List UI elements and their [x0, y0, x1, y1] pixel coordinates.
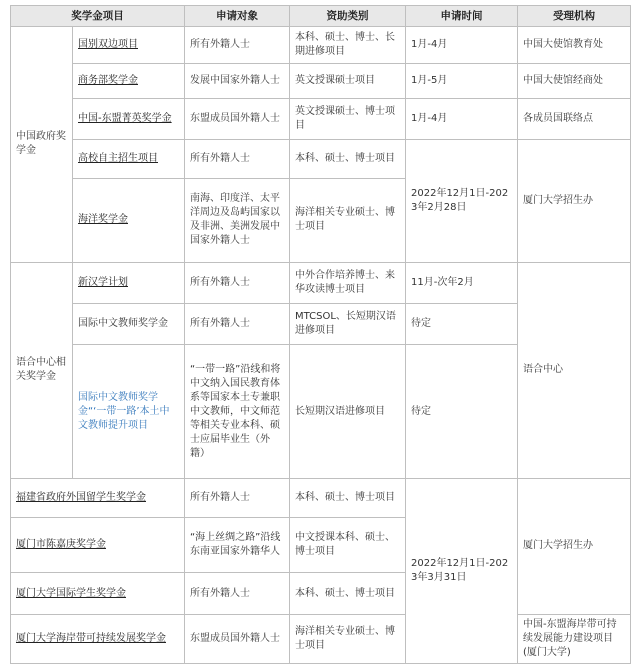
- agency-cell: 厦门大学招生办: [518, 478, 631, 614]
- target-cell: “一带一路”沿线和将中文纳入国民教育体系等国家本土专兼职中文教师，中文师范等相关专业本科、硕士应届毕业生（外籍）: [185, 345, 290, 479]
- scholarship-table: [10, 5, 631, 664]
- time-cell: 2022年12月1日-2023年3月31日: [406, 478, 518, 663]
- agency-cell: 中国大使馆教育处: [518, 26, 631, 63]
- category-cell: 中文授课本科、硕士、博士项目: [290, 517, 406, 573]
- scholarship-link[interactable]: 厦门市陈嘉庚奖学金: [16, 539, 106, 551]
- time-cell: 待定: [406, 345, 518, 479]
- agency-cell: 各成员国联络点: [518, 98, 631, 139]
- target-cell: 所有外籍人士: [185, 139, 290, 178]
- category-cell: 海洋相关专业硕士、博士项目: [290, 178, 406, 262]
- category-cell: 英文授课硕士、博士项目: [290, 98, 406, 139]
- agency-cell: 语合中心: [518, 263, 631, 479]
- group-gov: 中国政府奖学金: [11, 26, 73, 262]
- scholarship-link[interactable]: 新汉学计划: [78, 277, 128, 289]
- category-cell: MTCSOL、长短期汉语进修项目: [290, 304, 406, 345]
- scholarship-link[interactable]: 中国-东盟菁英奖学金: [78, 112, 172, 124]
- table-row: [11, 26, 631, 63]
- target-cell: 所有外籍人士: [185, 573, 290, 614]
- category-cell: 本科、硕士、博士、长期进修项目: [290, 26, 406, 63]
- scholarship-link[interactable]: 海洋奖学金: [78, 214, 128, 226]
- time-cell: 1月-4月: [406, 98, 518, 139]
- target-cell: 东盟成员国外籍人士: [185, 614, 290, 663]
- target-cell: 发展中国家外籍人士: [185, 63, 290, 98]
- header-time: 申请时间: [406, 6, 518, 27]
- header-project: 奖学金项目: [11, 6, 185, 27]
- target-cell: 东盟成员国外籍人士: [185, 98, 290, 139]
- scholarship-link[interactable]: 商务部奖学金: [78, 74, 138, 86]
- table-row: [11, 614, 631, 663]
- target-cell: 所有外籍人士: [185, 26, 290, 63]
- header-category: 资助类别: [290, 6, 406, 27]
- table-row: [11, 98, 631, 139]
- agency-cell: 厦门大学招生办: [518, 139, 631, 262]
- scholarship-link[interactable]: 福建省政府外国留学生奖学金: [16, 491, 146, 503]
- time-cell: 1月-4月: [406, 26, 518, 63]
- scholarship-name: 国际中文教师奖学金: [73, 304, 185, 345]
- target-cell: 南海、印度洋、太平洋周边及岛屿国家以及非洲、美洲发展中国家外籍人士: [185, 178, 290, 262]
- group-confucius: 语合中心相关奖学金: [11, 263, 73, 479]
- scholarship-link[interactable]: 国别双边项目: [78, 38, 138, 50]
- scholarship-link[interactable]: 高校自主招生项目: [78, 152, 158, 164]
- header-agency: 受理机构: [518, 6, 631, 27]
- agency-cell: 中国大使馆经商处: [518, 63, 631, 98]
- category-cell: 本科、硕士、博士项目: [290, 478, 406, 517]
- target-cell: “海上丝绸之路”沿线东南亚国家外籍华人: [185, 517, 290, 573]
- table-row: [11, 263, 631, 304]
- scholarship-link[interactable]: 厦门大学国际学生奖学金: [16, 587, 126, 599]
- category-cell: 中外合作培养博士、来华攻读博士项目: [290, 263, 406, 304]
- time-cell: 待定: [406, 304, 518, 345]
- category-cell: 本科、硕士、博士项目: [290, 139, 406, 178]
- time-cell: 11月-次年2月: [406, 263, 518, 304]
- header-row: [11, 6, 631, 27]
- category-cell: 英文授课硕士项目: [290, 63, 406, 98]
- scholarship-link-blue[interactable]: 国际中文教师奖学金“‘一带一路’本土中文教师提升项目: [73, 345, 185, 479]
- agency-cell: 中国-东盟海岸带可持续发展能力建设项目(厦门大学): [518, 614, 631, 663]
- target-cell: 所有外籍人士: [185, 304, 290, 345]
- time-cell: 1月-5月: [406, 63, 518, 98]
- target-cell: 所有外籍人士: [185, 478, 290, 517]
- category-cell: 本科、硕士、博士项目: [290, 573, 406, 614]
- header-target: 申请对象: [185, 6, 290, 27]
- time-cell: 2022年12月1日-2023年2月28日: [406, 139, 518, 262]
- table-row: [11, 63, 631, 98]
- category-cell: 长短期汉语进修项目: [290, 345, 406, 479]
- table-row: [11, 139, 631, 178]
- scholarship-link[interactable]: 厦门大学海岸带可持续发展奖学金: [16, 632, 166, 644]
- target-cell: 所有外籍人士: [185, 263, 290, 304]
- category-cell: 海洋相关专业硕士、博士项目: [290, 614, 406, 663]
- table-row: [11, 478, 631, 517]
